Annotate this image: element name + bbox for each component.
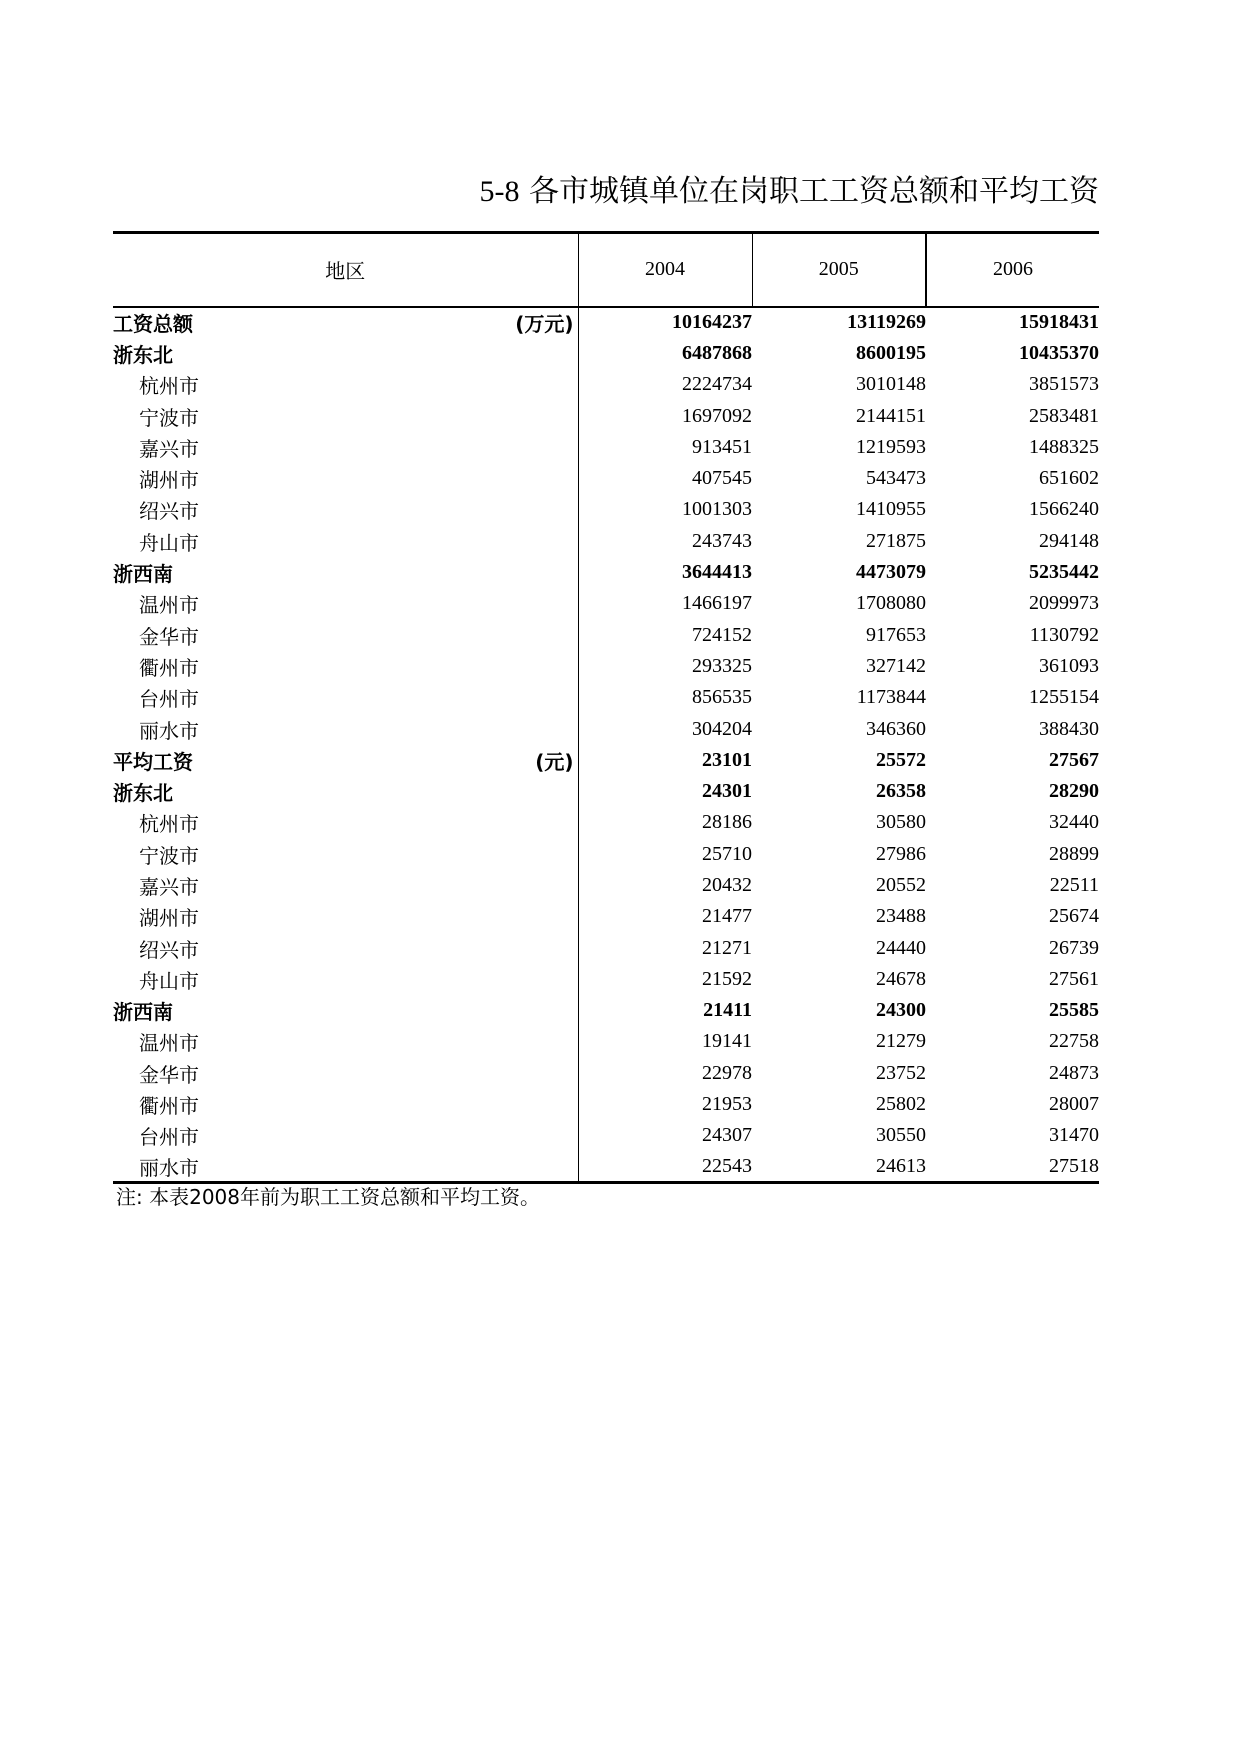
table-row — [113, 932, 1099, 963]
value-cell: 31470 — [1049, 1124, 1099, 1147]
value-cell: 23488 — [876, 905, 926, 928]
table-row — [113, 432, 1099, 463]
value-cell: 294148 — [1039, 529, 1099, 552]
value-cell: 361093 — [1039, 654, 1099, 677]
region-label: 杭州市 — [139, 374, 199, 399]
region-label: 嘉兴市 — [139, 874, 199, 899]
value-cell: 15918431 — [1019, 311, 1099, 334]
table-row — [113, 494, 1099, 525]
region-label: 衢州市 — [139, 655, 199, 680]
value-cell: 407545 — [578, 463, 752, 494]
region-cell — [113, 338, 578, 369]
value-cell: 21592 — [578, 964, 752, 995]
table-row — [113, 526, 1099, 557]
region-label: 宁波市 — [139, 405, 199, 430]
region-cell — [113, 369, 578, 400]
value-cell: 346360 — [866, 717, 926, 740]
table-row — [113, 995, 1099, 1026]
region-label: 宁波市 — [139, 843, 199, 868]
region-label: 丽水市 — [139, 1155, 199, 1180]
value-cell: 1697092 — [578, 400, 752, 431]
value-cell: 25585 — [1049, 999, 1099, 1022]
table-title-text: 各市城镇单位在岗职工工资总额和平均工资 — [529, 174, 1099, 209]
value-cell: 25674 — [1049, 905, 1099, 928]
value-cell: 1219593 — [856, 435, 926, 458]
region-cell — [113, 463, 578, 494]
value-cell: 1173844 — [856, 686, 926, 709]
table-row — [113, 588, 1099, 619]
value-cell: 3851573 — [1029, 373, 1099, 396]
value-cell: 32440 — [1049, 811, 1099, 834]
value-cell: 20432 — [578, 870, 752, 901]
region-label: 丽水市 — [139, 718, 199, 743]
table-row — [113, 870, 1099, 901]
table-row — [113, 1120, 1099, 1151]
value-cell: 304204 — [578, 713, 752, 744]
value-cell: 27561 — [1049, 967, 1099, 990]
table-row — [113, 776, 1099, 807]
value-cell: 10435370 — [1019, 341, 1099, 364]
region-label: 衢州市 — [139, 1094, 199, 1119]
region-label: 工资总额 — [113, 312, 193, 337]
value-cell: 2144151 — [856, 404, 926, 427]
value-cell: 243743 — [578, 526, 752, 557]
value-cell: 856535 — [578, 682, 752, 713]
table-row — [113, 463, 1099, 494]
table-row — [113, 1026, 1099, 1057]
value-cell: 1466197 — [578, 588, 752, 619]
value-cell: 10164237 — [578, 307, 752, 338]
value-cell: 24301 — [578, 776, 752, 807]
table-row — [113, 807, 1099, 838]
value-cell: 19141 — [578, 1026, 752, 1057]
region-cell — [113, 651, 578, 682]
table-row — [113, 1089, 1099, 1120]
table-row — [113, 338, 1099, 369]
value-cell: 30550 — [876, 1124, 926, 1147]
value-cell: 327142 — [866, 654, 926, 677]
year-column-header: 2006 — [926, 233, 1099, 307]
value-cell: 724152 — [578, 619, 752, 650]
value-cell: 28899 — [1049, 842, 1099, 865]
region-label: 浙西南 — [113, 562, 173, 587]
table-row — [113, 713, 1099, 744]
value-cell: 25802 — [876, 1093, 926, 1116]
region-label: 浙东北 — [113, 342, 173, 367]
table-row — [113, 557, 1099, 588]
region-cell — [113, 1089, 578, 1120]
value-cell: 3644413 — [578, 557, 752, 588]
region-label: 浙东北 — [113, 781, 173, 806]
region-cell — [113, 932, 578, 963]
value-cell: 21953 — [578, 1089, 752, 1120]
value-cell: 25572 — [876, 748, 926, 771]
value-cell: 24873 — [1049, 1061, 1099, 1084]
value-cell: 23101 — [578, 745, 752, 776]
region-label: 绍兴市 — [139, 499, 199, 524]
value-cell: 293325 — [578, 651, 752, 682]
value-cell: 28186 — [578, 807, 752, 838]
value-cell: 20552 — [876, 873, 926, 896]
region-cell — [113, 307, 578, 338]
region-cell — [113, 839, 578, 870]
region-cell — [113, 526, 578, 557]
region-cell — [113, 619, 578, 650]
region-label: 温州市 — [139, 1031, 199, 1056]
value-cell: 1001303 — [578, 494, 752, 525]
value-cell: 1255154 — [1029, 686, 1099, 709]
value-cell: 21279 — [876, 1030, 926, 1053]
value-cell: 30580 — [876, 811, 926, 834]
value-cell: 21477 — [578, 901, 752, 932]
value-cell: 28007 — [1049, 1093, 1099, 1116]
footnote: 注: 本表2008年前为职工工资总额和平均工资。 — [116, 1185, 540, 1209]
region-cell — [113, 964, 578, 995]
table-row — [113, 682, 1099, 713]
table-body — [113, 307, 1099, 1183]
region-cell — [113, 432, 578, 463]
table-row — [113, 839, 1099, 870]
value-cell: 22758 — [1049, 1030, 1099, 1053]
value-cell: 24613 — [752, 1152, 926, 1183]
region-cell — [113, 682, 578, 713]
value-cell: 21411 — [578, 995, 752, 1026]
value-cell: 27518 — [926, 1152, 1099, 1183]
value-cell: 25710 — [578, 839, 752, 870]
value-cell: 6487868 — [578, 338, 752, 369]
value-cell: 28290 — [1049, 780, 1099, 803]
value-cell: 26358 — [876, 780, 926, 803]
region-label: 台州市 — [139, 1125, 199, 1150]
value-cell: 24440 — [876, 936, 926, 959]
value-cell: 271875 — [866, 529, 926, 552]
region-cell — [113, 400, 578, 431]
region-column-header: 地区 — [325, 259, 366, 284]
value-cell: 1410955 — [856, 498, 926, 521]
value-cell: 1488325 — [1029, 435, 1099, 458]
region-label: 嘉兴市 — [139, 436, 199, 461]
value-cell: 3010148 — [856, 373, 926, 396]
value-cell: 27567 — [1049, 748, 1099, 771]
value-cell: 388430 — [1039, 717, 1099, 740]
value-cell: 21271 — [578, 932, 752, 963]
value-cell: 2224734 — [578, 369, 752, 400]
region-cell — [113, 807, 578, 838]
region-label: 舟山市 — [139, 530, 199, 555]
value-cell: 27986 — [876, 842, 926, 865]
value-cell: 8600195 — [856, 341, 926, 364]
region-cell — [113, 901, 578, 932]
region-label: 金华市 — [139, 624, 199, 649]
table-row — [113, 901, 1099, 932]
value-cell: 24678 — [876, 967, 926, 990]
value-cell: 22543 — [578, 1152, 752, 1183]
value-cell: 917653 — [866, 623, 926, 646]
region-cell — [113, 557, 578, 588]
value-cell: 5235442 — [1029, 561, 1099, 584]
region-cell — [113, 1058, 578, 1089]
table-row — [113, 307, 1099, 338]
region-label: 绍兴市 — [139, 937, 199, 962]
region-cell — [113, 713, 578, 744]
region-cell — [113, 776, 578, 807]
table-row — [113, 964, 1099, 995]
region-cell — [113, 588, 578, 619]
year-column-header: 2004 — [578, 233, 752, 307]
region-cell — [113, 995, 578, 1026]
table-row — [113, 400, 1099, 431]
value-cell: 2099973 — [1029, 592, 1099, 615]
table-row — [113, 651, 1099, 682]
unit-label: (万元) — [515, 312, 574, 337]
table-row — [113, 369, 1099, 400]
table-row — [113, 1058, 1099, 1089]
value-cell: 26739 — [1049, 936, 1099, 959]
value-cell: 22978 — [578, 1058, 752, 1089]
page-title — [0, 170, 1099, 214]
region-cell — [113, 1152, 578, 1183]
value-cell: 543473 — [866, 467, 926, 490]
value-cell: 1566240 — [1029, 498, 1099, 521]
value-cell: 913451 — [578, 432, 752, 463]
region-label: 浙西南 — [113, 1000, 173, 1025]
region-label: 舟山市 — [139, 968, 199, 993]
region-label: 温州市 — [139, 593, 199, 618]
value-cell: 4473079 — [856, 561, 926, 584]
region-cell — [113, 745, 578, 776]
table-row — [113, 619, 1099, 650]
table-row — [113, 1152, 1099, 1183]
year-column-header: 2005 — [752, 233, 926, 307]
region-label: 金华市 — [139, 1062, 199, 1087]
region-label: 杭州市 — [139, 812, 199, 837]
value-cell: 2583481 — [1029, 404, 1099, 427]
value-cell: 23752 — [876, 1061, 926, 1084]
table-row — [113, 745, 1099, 776]
value-cell: 24300 — [876, 999, 926, 1022]
region-label: 台州市 — [139, 687, 199, 712]
region-cell — [113, 870, 578, 901]
wage-table — [113, 231, 1099, 1184]
region-label: 湖州市 — [139, 468, 199, 493]
value-cell: 1708080 — [856, 592, 926, 615]
region-label: 湖州市 — [139, 906, 199, 931]
table-header — [113, 233, 1099, 307]
region-cell — [113, 1026, 578, 1057]
value-cell: 651602 — [1039, 467, 1099, 490]
region-cell — [113, 1120, 578, 1151]
value-cell: 1130792 — [1029, 623, 1099, 646]
unit-label: (元) — [535, 749, 574, 774]
region-label: 平均工资 — [113, 749, 193, 774]
table-number: 5-8 — [479, 175, 520, 208]
value-cell: 22511 — [1049, 873, 1099, 896]
value-cell: 24307 — [578, 1120, 752, 1151]
value-cell: 13119269 — [847, 311, 926, 334]
region-cell — [113, 494, 578, 525]
